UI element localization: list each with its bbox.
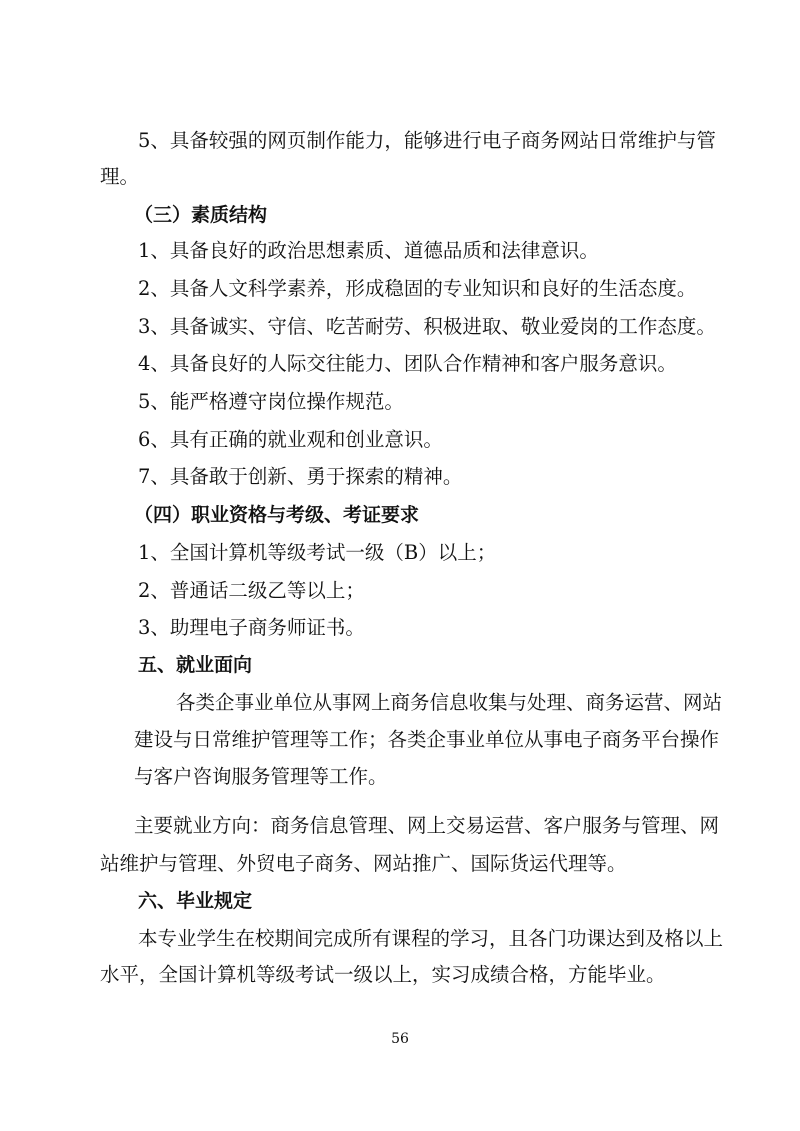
body-text-line: 水平，全国计算机等级考试一级以上，实习成绩合格，方能毕业。	[100, 963, 666, 986]
body-text-line: 站维护与管理、外贸电子商务、网站推广、国际货运代理等。	[100, 852, 627, 875]
list-item: 5、能严格遵守岗位操作规范。	[138, 390, 404, 413]
list-item: 3、具备诚实、守信、吃苦耐劳、积极进取、敬业爱岗的工作态度。	[138, 315, 716, 338]
page-number: 56	[391, 1031, 409, 1047]
list-item: 7、具备敢于创新、勇于探索的精神。	[138, 465, 463, 488]
body-text-line: 理。	[100, 165, 140, 188]
section-heading: 六、毕业规定	[138, 890, 253, 912]
section-heading: 五、就业面向	[138, 654, 253, 676]
list-item: 2、普通话二级乙等以上；	[138, 579, 365, 602]
section-heading: （四）职业资格与考级、考证要求	[134, 504, 420, 526]
list-item: 4、具备良好的人际交往能力、团队合作精神和客户服务意识。	[138, 352, 677, 375]
body-text-line: 建设与日常维护管理等工作；各类企事业单位从事电子商务平台操作	[134, 728, 720, 751]
body-text-line: 主要就业方向：商务信息管理、网上交易运营、客户服务与管理、网	[134, 814, 720, 837]
section-heading: （三）素质结构	[134, 204, 268, 226]
body-text-line: 5、具备较强的网页制作能力，能够进行电子商务网站日常维护与管	[138, 129, 716, 152]
body-text-line: 各类企事业单位从事网上商务信息收集与处理、商务运营、网站	[176, 691, 723, 714]
body-text-line: 本专业学生在校期间完成所有课程的学习，且各门功课达到及格以上	[138, 927, 724, 950]
list-item: 3、助理电子商务师证书。	[138, 616, 365, 639]
list-item: 1、具备良好的政治思想素质、道德品质和法律意识。	[138, 239, 599, 262]
list-item: 2、具备人文科学素养，形成稳固的专业知识和良好的生活态度。	[138, 277, 697, 300]
list-item: 1、全国计算机等级考试一级（B）以上；	[138, 541, 497, 564]
list-item: 6、具有正确的就业观和创业意识。	[138, 428, 443, 451]
body-text-line: 与客户咨询服务管理等工作。	[134, 765, 388, 788]
